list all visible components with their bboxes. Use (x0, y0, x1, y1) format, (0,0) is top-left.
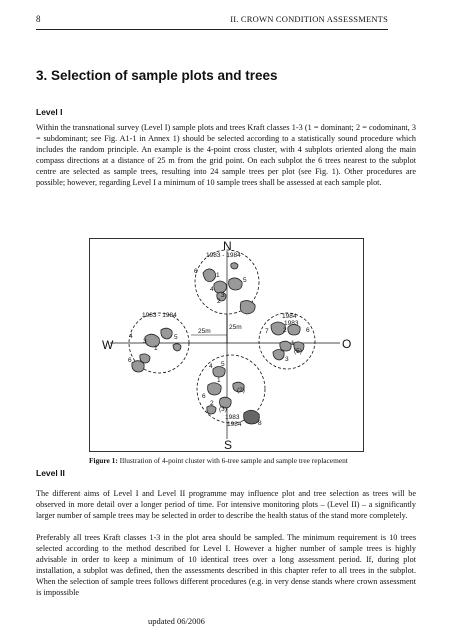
cluster-diagram (90, 239, 363, 451)
year-label-south-top: 1983 (225, 414, 240, 421)
svg-text:5: 5 (243, 277, 247, 284)
svg-text:2: 2 (217, 298, 221, 305)
year-label-west: 1983 - 1984 (142, 312, 177, 319)
svg-text:4: 4 (210, 286, 214, 293)
year-label-east-bottom: 1983 (284, 320, 299, 327)
svg-text:4: 4 (129, 333, 133, 340)
svg-text:6: 6 (202, 393, 206, 400)
svg-text:1: 1 (291, 340, 295, 347)
svg-text:1: 1 (216, 272, 220, 279)
level1-heading: Level I (36, 107, 63, 117)
header-rule (36, 29, 388, 30)
compass-south: S (224, 438, 233, 451)
svg-text:3: 3 (285, 356, 289, 363)
compass-north: N (223, 239, 232, 253)
year-label-east-top: 1984 (282, 313, 297, 320)
compass-west: W (102, 338, 114, 352)
svg-text:3: 3 (221, 292, 225, 299)
svg-text:4: 4 (209, 363, 213, 370)
distance-label-north: 25m (229, 324, 242, 331)
year-label-north: 1983 - 1984 (206, 252, 241, 259)
year-label-south-bottom: 1984 (227, 421, 242, 428)
svg-text:(2): (2) (237, 387, 245, 394)
running-header: II. CROWN CONDITION ASSESSMENTS (230, 14, 388, 24)
figure-caption (89, 456, 348, 465)
page-number: 8 (36, 14, 41, 24)
svg-text:(5): (5) (294, 348, 302, 355)
svg-text:8: 8 (258, 420, 262, 427)
svg-text:7: 7 (265, 328, 269, 335)
svg-text:2: 2 (210, 400, 214, 407)
svg-text:1: 1 (154, 345, 158, 352)
tree-crowns (132, 263, 304, 424)
svg-text:3: 3 (143, 338, 147, 345)
compass-east: O (342, 337, 352, 351)
level2-paragraph-2: Preferably all trees Kraft classes 1-3 in the plot area should be sampled. The minimum requirement is 10 trees selected according to the method described for Level I. However a higher number of sample trees is highly advisable in order to keep a minimum of 10 identical trees over a long assessment period. If, during plot installation, a subplot was defined, then the assessments described in this chapter refer to all trees in the subplot. When the selection of sample trees follows different procedures (e.g. in very dense stands where crown assessment is impossible (36, 533, 416, 597)
level2-paragraph-1: The different aims of Level I and Level II programme may influence plot and tree selection as trees will be observed in more detail over a longer period of time. For intensive monitoring plots – (Level II) – a significantly larger number of sample trees may be selected in order to describe the health status of the stand more completely. (36, 489, 416, 520)
distance-label-west: 25m (198, 328, 211, 335)
level1-paragraph: Within the transnational survey (Level I) sample plots and trees Kraft classes 1-3 (1 = dominant; 2 = codominant, 3 = subdominant; see Fig. A1-1 in Annex 1) should be selected according to a statistically sound procedure which includes the random principle. An example is the 4-point cross cluster, with 4 subplots oriented along the main compass directions at a distance of 25 m from the grid point. On each subplot the 6 trees nearest to the subplot centre are selected as sample trees, resulting into 24 sample trees per plot (see Fig. 1). Other procedures are possible; however, regarding Level I a minimum of 10 sample trees shall be assessed at each sample plot. (36, 123, 416, 187)
level2-heading: Level II (36, 468, 65, 478)
svg-text:6: 6 (194, 268, 198, 275)
svg-text:5: 5 (174, 334, 178, 341)
svg-text:6: 6 (306, 327, 310, 334)
svg-text:1: 1 (217, 377, 221, 384)
svg-text:5: 5 (221, 361, 225, 368)
figure-caption-text: Illustration of 4-point cluster with 6-tree sample and sample tree replacement (117, 456, 348, 465)
sample-plot-figure (89, 238, 364, 452)
figure-caption-label: Figure 1: (89, 456, 118, 465)
svg-text:2: 2 (283, 327, 287, 334)
svg-text:6: 6 (128, 357, 132, 364)
page-footer: updated 06/2006 (148, 616, 205, 626)
svg-text:(3): (3) (219, 406, 227, 413)
section-title: 3. Selection of sample plots and trees (36, 68, 278, 83)
